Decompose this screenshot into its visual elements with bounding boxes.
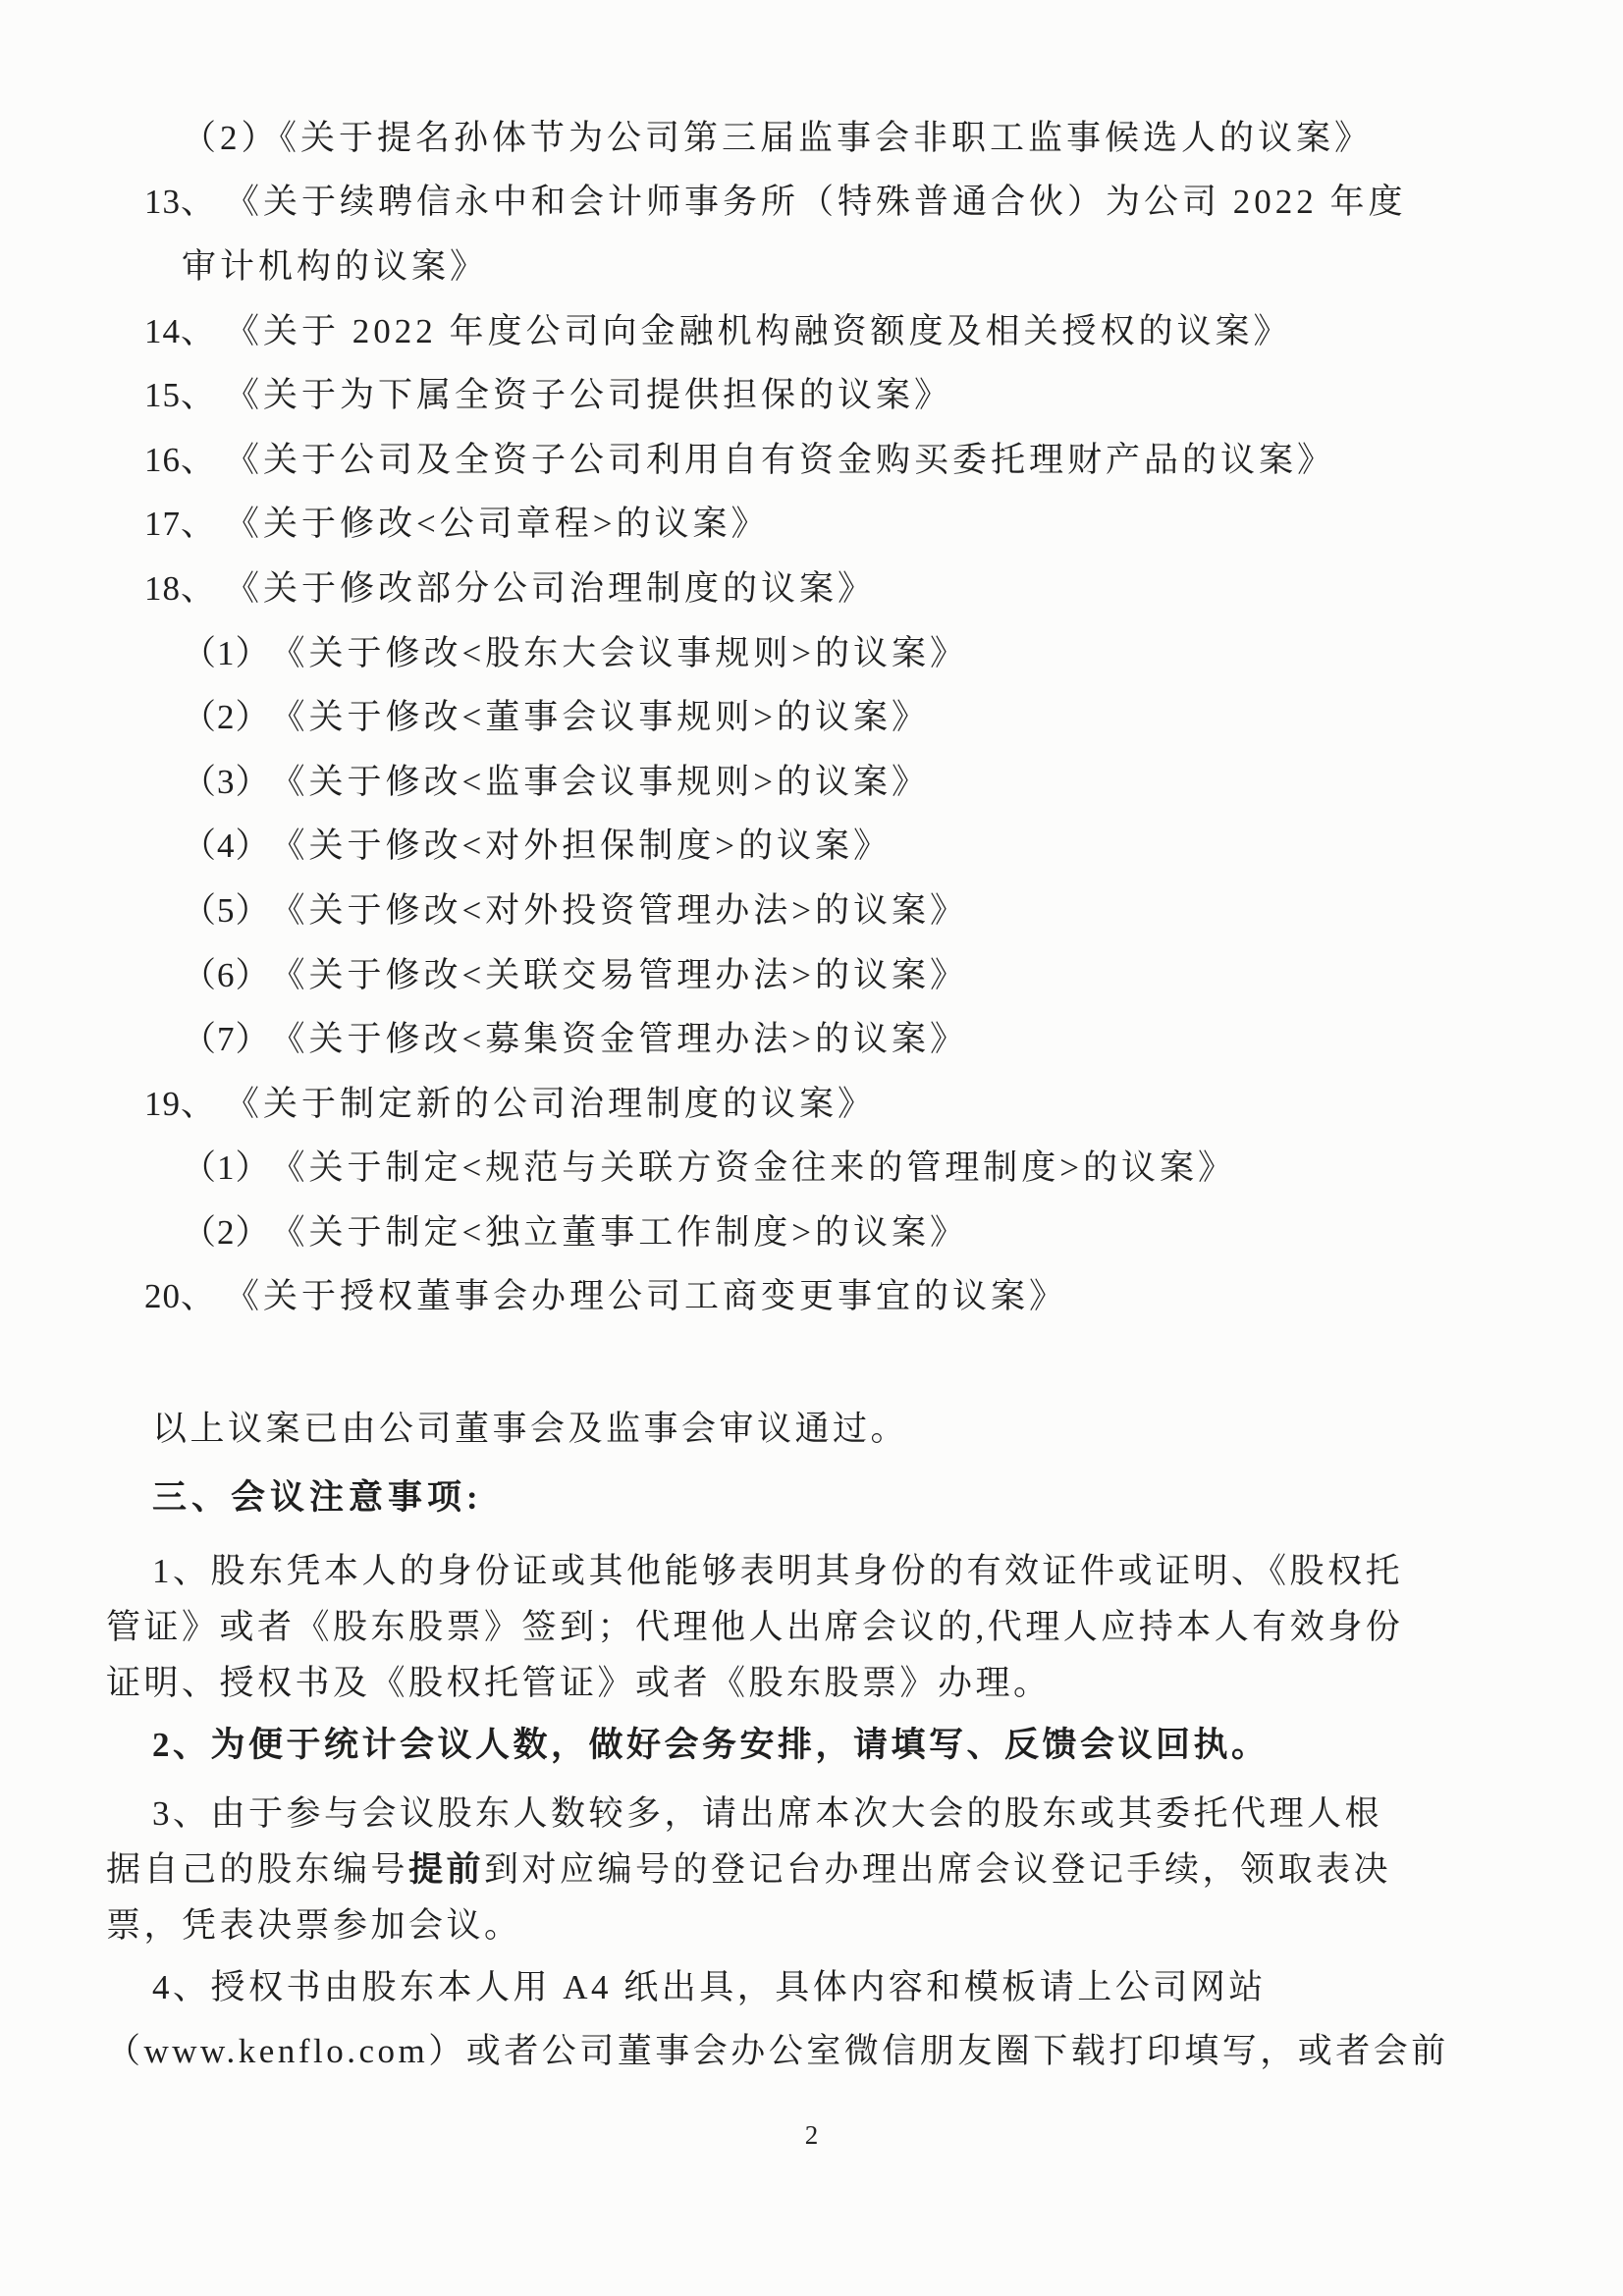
proposal-text: 《关于 2022 年度公司向金融机构融资额度及相关授权的议案》: [225, 311, 1292, 350]
proposal-line: [106, 425, 1486, 490]
summary-paragraph: 以上议案已由公司董事会及监事会审议通过。: [152, 1409, 909, 1448]
note-line: 证明、授权书及《股权托管证》或者《股东股票》办理。: [106, 1663, 1052, 1702]
proposal-line: [106, 682, 1486, 747]
proposal-text: 《关于修改<董事会议事规则>的议案》: [270, 698, 930, 737]
proposal-line: [106, 618, 1486, 683]
note-line: 1、股东凭本人的身份证或其他能够表明其身份的有效证件或证明、《股权托: [152, 1551, 1404, 1590]
note-line: 票，凭表决票参加会议。: [106, 1905, 522, 1945]
proposal-text: 《关于修改<股东大会议事规则>的议案》: [270, 633, 968, 672]
proposal-line: [106, 232, 1486, 296]
proposal-text: 《关于授权董事会办理公司工商变更事宜的议案》: [225, 1277, 1068, 1316]
note-line: （www.kenflo.com）或者公司董事会办公室微信朋友圈下载打印填写，或者会前: [106, 2031, 1449, 2070]
proposal-text: 《关于为下属全资子公司提供担保的议案》: [225, 376, 953, 415]
note-line: [106, 1839, 1486, 1895]
proposal-number: （6）: [182, 955, 271, 994]
note-paragraph-4: [106, 1956, 1486, 2076]
proposal-line: [106, 296, 1486, 361]
note-line: 4、授权书由股东本人用 A4 纸出具，具体内容和模板请上公司网站: [152, 1967, 1267, 2006]
proposal-number: 13、: [144, 183, 217, 222]
proposal-line: [106, 747, 1486, 812]
proposal-text: 审计机构的议案》: [182, 246, 489, 286]
proposal-line: [106, 168, 1486, 233]
section-heading: 三、会议注意事项:: [152, 1477, 483, 1517]
proposal-number: 17、: [144, 505, 217, 544]
note-paragraph-2: 2、为便于统计会议人数，做好会务安排，请填写、反馈会议回执。: [152, 1725, 1270, 1764]
proposal-line: [106, 360, 1486, 425]
note-line: 3、由于参与会议股东人数较多，请出席本次大会的股东或其委托代理人根: [152, 1793, 1383, 1833]
proposal-number: 14、: [144, 311, 217, 350]
proposal-number: （1）: [182, 1148, 271, 1188]
proposal-text: 《关于修改<对外投资管理办法>的议案》: [270, 890, 968, 930]
proposal-number: 20、: [144, 1277, 217, 1316]
proposal-number: （2）: [182, 1212, 271, 1252]
proposal-number: （2）: [182, 698, 271, 737]
proposal-line: [106, 103, 1486, 168]
note-paragraph-1: [106, 1540, 1486, 1708]
proposal-text: 《关于制定<独立董事工作制度>的议案》: [270, 1212, 968, 1252]
proposal-number: 16、: [144, 440, 217, 479]
proposal-text: 《关于制定<规范与关联方资金往来的管理制度>的议案》: [270, 1148, 1236, 1188]
note-paragraph-3: [106, 1783, 1486, 1950]
proposal-text: 《关于修改<监事会议事规则>的议案》: [270, 762, 930, 801]
proposal-number: （1）: [182, 633, 271, 672]
proposal-line: [106, 490, 1486, 555]
proposal-text: 《关于修改<公司章程>的议案》: [225, 505, 770, 544]
proposal-line: [106, 940, 1486, 1005]
proposal-text: （2）《关于提名孙体节为公司第三届监事会非职工监事候选人的议案》: [182, 118, 1374, 157]
proposal-text: 《关于公司及全资子公司利用自有资金购买委托理财产品的议案》: [225, 440, 1336, 479]
proposal-line: [106, 812, 1486, 877]
proposal-list: [106, 0, 1486, 1326]
proposal-line: [106, 1134, 1486, 1199]
proposal-text: 《关于修改<关联交易管理办法>的议案》: [270, 955, 968, 994]
proposal-line: [106, 876, 1486, 940]
proposal-number: （3）: [182, 762, 271, 801]
proposal-number: （7）: [182, 1020, 271, 1059]
proposal-line: [106, 1262, 1486, 1327]
proposal-text: 《关于制定新的公司治理制度的议案》: [225, 1084, 877, 1123]
proposal-text: 《关于修改部分公司治理制度的议案》: [225, 568, 877, 608]
proposal-line: [106, 1069, 1486, 1134]
proposal-line: [106, 1198, 1486, 1262]
proposal-text: 《关于修改<对外担保制度>的议案》: [270, 827, 892, 866]
page-number-footer: 2: [804, 2120, 819, 2150]
proposal-number: 15、: [144, 376, 217, 415]
proposal-number: （5）: [182, 890, 271, 930]
note-text: 据自己的股东编号: [106, 1849, 409, 1889]
proposal-line: [106, 554, 1486, 618]
proposal-number: 19、: [144, 1084, 217, 1123]
note-line: 管证》或者《股东股票》签到；代理他人出席会议的,代理人应持本人有效身份: [106, 1607, 1404, 1646]
proposal-text: 《关于续聘信永中和会计师事务所（特殊普通合伙）为公司 2022 年度: [225, 183, 1407, 222]
bold-emphasis: 提前: [408, 1849, 485, 1889]
proposal-number: （4）: [182, 827, 271, 866]
proposal-line: [106, 1004, 1486, 1069]
proposal-number: 18、: [144, 568, 217, 608]
note-text: 到对应编号的登记台办理出席会议登记手续，领取表决: [484, 1849, 1392, 1889]
proposal-text: 《关于修改<募集资金管理办法>的议案》: [270, 1020, 968, 1059]
